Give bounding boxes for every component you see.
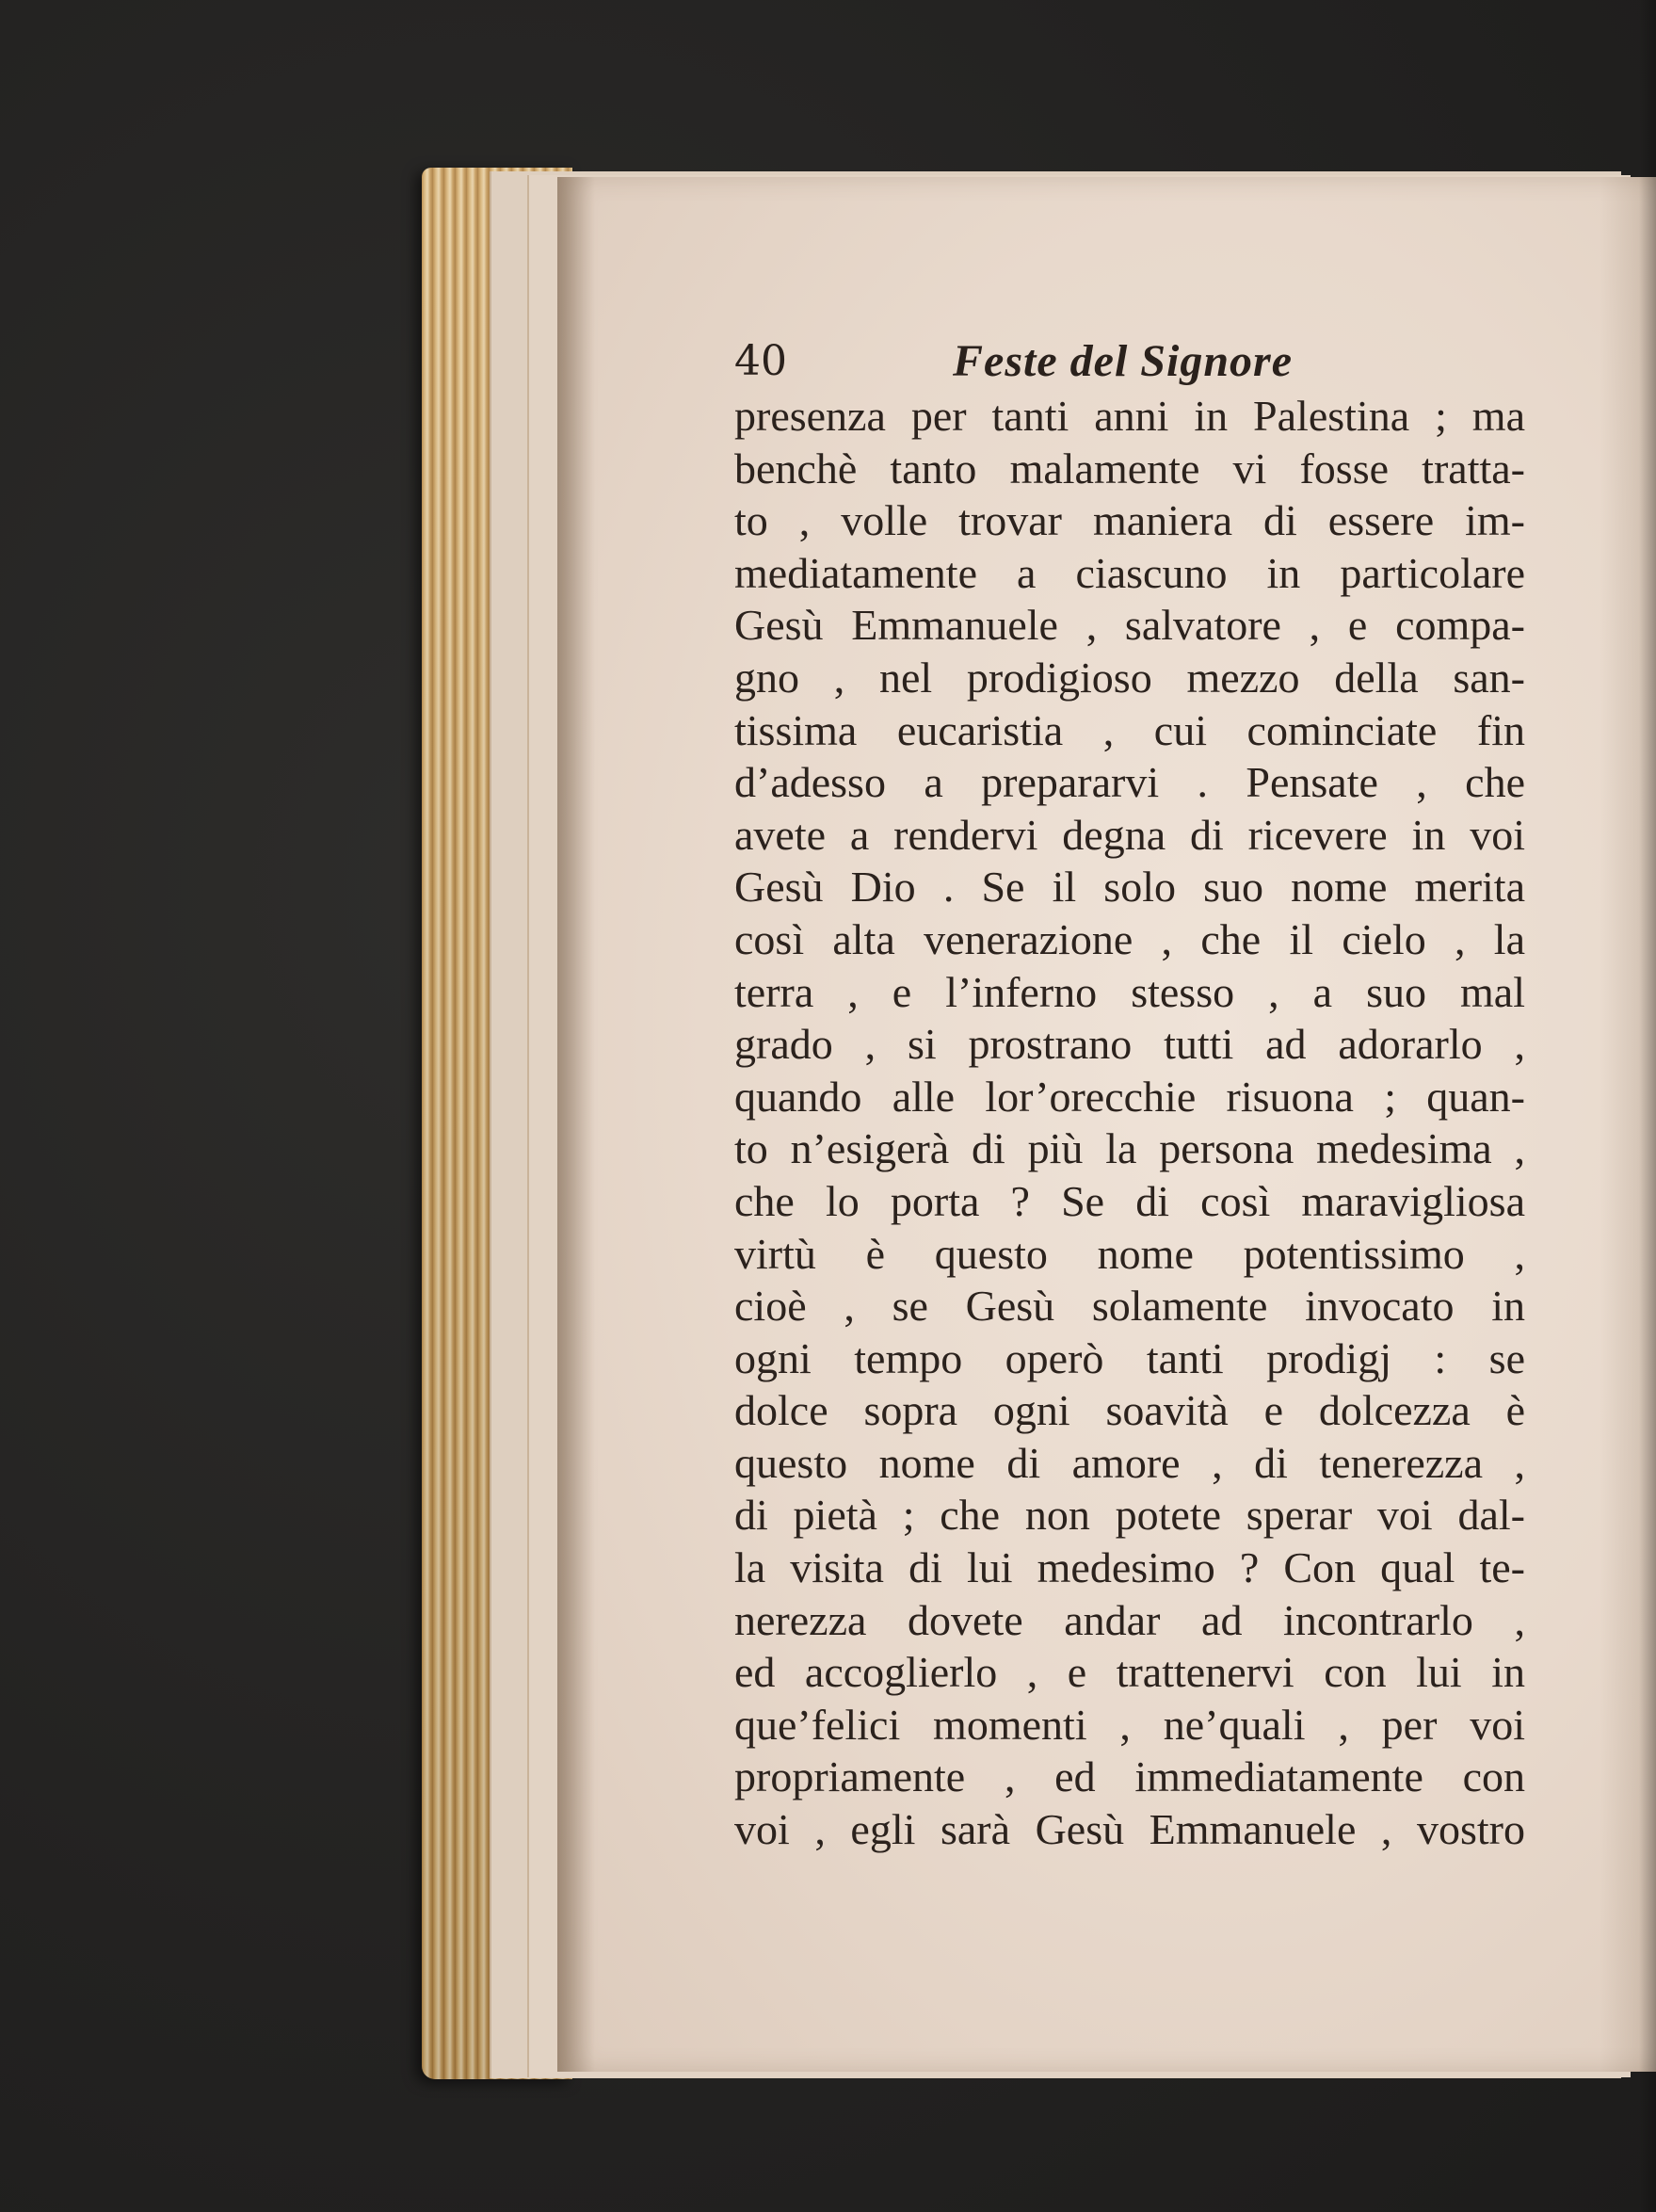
text-line: voi , egli sarà Gesù Emmanuele , vostro — [734, 1805, 1525, 1854]
text-line: propriamente , ed immediatamente con — [734, 1752, 1525, 1801]
text-line: to , volle trovar maniera di essere im- — [734, 496, 1525, 545]
text-line: che lo porta ? Se di così maravigliosa — [734, 1176, 1525, 1225]
text-line: questo nome di amore , di tenerezza , — [734, 1438, 1525, 1487]
text-line: di pietà ; che non potete sperar voi dal- — [734, 1491, 1525, 1540]
text-line: la visita di lui medesimo ? Con qual te- — [734, 1543, 1525, 1592]
text-line: mediatamente a ciascuno in particolare — [734, 548, 1525, 597]
text-line: Gesù Dio . Se il solo suo nome merita — [734, 863, 1525, 912]
running-head — [734, 333, 1293, 390]
text-line: avete a rendervi degna di ricevere in voi — [734, 810, 1525, 859]
page-edge-shadow — [1639, 0, 1656, 2212]
text-line: terra , e l’inferno stesso , a suo mal — [734, 967, 1525, 1016]
running-head-title: Feste del Signore — [953, 336, 1293, 386]
text-line: to n’esigerà di più la persona medesima , — [734, 1124, 1525, 1173]
text-line: benchè tanto malamente vi fosse tratta- — [734, 444, 1525, 492]
text-line: d’adesso a prepararvi . Pensate , che — [734, 758, 1525, 807]
text-line: presenza per tanti anni in Palestina ; ma — [734, 392, 1525, 440]
text-line: ed accoglierlo , e trattenervi con lui in — [734, 1648, 1525, 1697]
text-line: gno , nel prodigioso mezzo della san- — [734, 653, 1525, 702]
gutter-shadow — [557, 177, 595, 2072]
text-line: tissima eucaristia , cui cominciate fin — [734, 705, 1525, 754]
text-line: virtù è questo nome potentissimo , — [734, 1229, 1525, 1278]
text-line: cioè , se Gesù solamente invocato in — [734, 1282, 1525, 1331]
page-number: 40 — [734, 337, 787, 385]
text-line: dolce sopra ogni soavità e dolcezza è — [734, 1386, 1525, 1435]
book-page — [557, 177, 1656, 2072]
text-line: così alta venerazione , che il cielo , la — [734, 914, 1525, 963]
text-line: nerezza dovete andar ad incontrarlo , — [734, 1595, 1525, 1644]
text-line: grado , si prostrano tutti ad adorarlo , — [734, 1020, 1525, 1069]
body-text — [734, 390, 1525, 1856]
text-line: que’felici momenti , ne’quali , per voi — [734, 1700, 1525, 1749]
text-line: quando alle lor’orecchie risuona ; quan- — [734, 1072, 1525, 1121]
text-line: ogni tempo operò tanti prodigj : se — [734, 1333, 1525, 1382]
text-line: Gesù Emmanuele , salvatore , e compa- — [734, 601, 1525, 650]
